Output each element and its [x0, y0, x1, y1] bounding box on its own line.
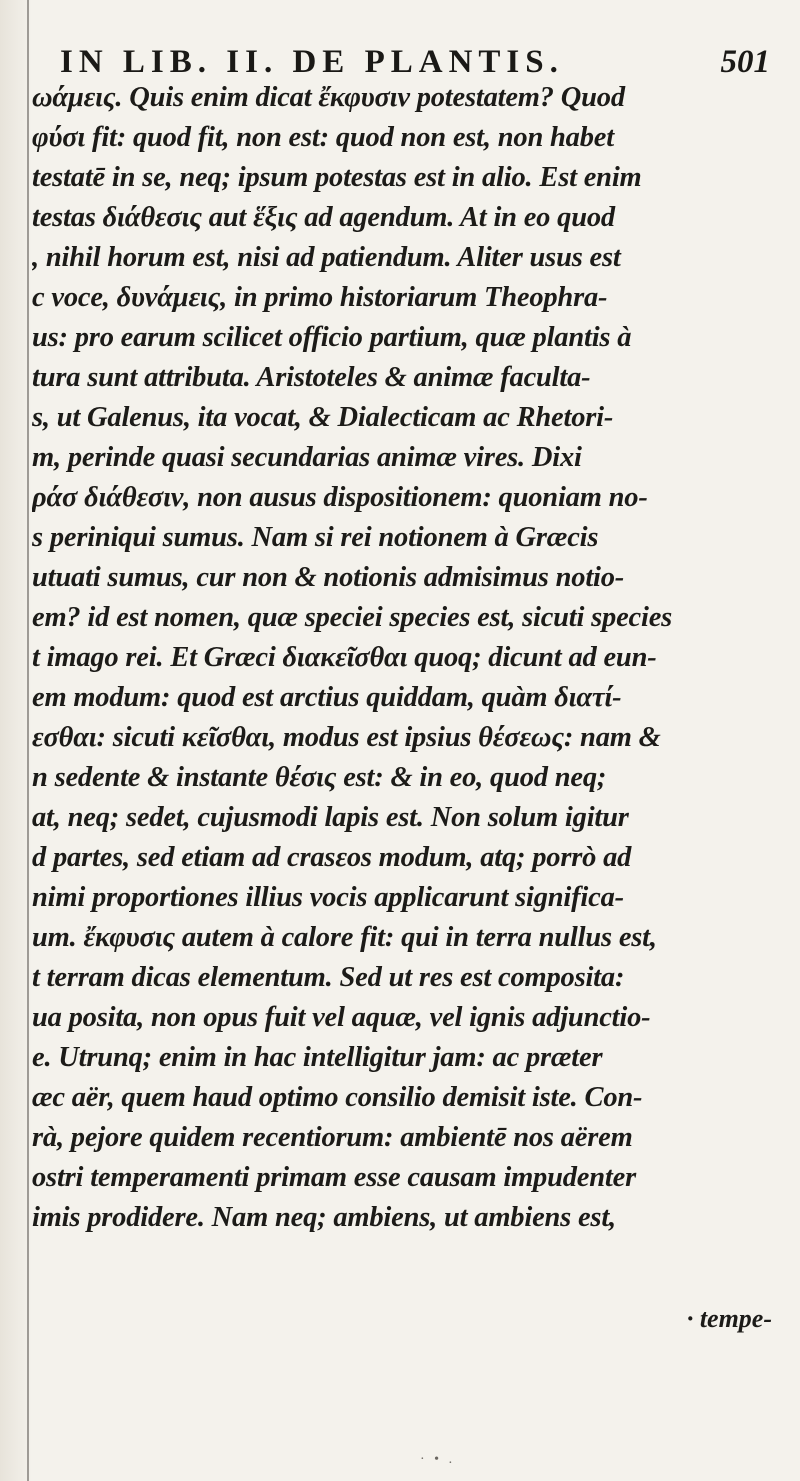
text-line: s periniqui sumus. Nam si rei notionem à Græcis — [32, 522, 599, 553]
bottom-mark: · • . — [420, 1452, 456, 1467]
text-line: æc aër, quem haud optimo consilio demisit iste. Con- — [32, 1082, 643, 1113]
folio-number: 501 — [720, 44, 770, 80]
text-line: em? id est nomen, quæ speciei species est, sicuti species — [32, 602, 673, 633]
text-line: ostri temperamenti primam esse causam impudenter — [32, 1162, 636, 1193]
running-title: IN LIB. II. DE PLANTIS. — [60, 44, 564, 80]
text-line: nimi proportiones illius vocis applicarunt significa- — [32, 882, 624, 913]
binding-edge-line — [27, 0, 29, 1481]
text-line: d partes, sed etiam ad crasεos modum, atq; porrò ad — [32, 842, 632, 873]
body-text — [32, 78, 792, 1238]
text-line: t imago rei. Et Græci διακεῖσθαι quoq; dicunt ad eun- — [32, 642, 657, 673]
text-line: t terram dicas elementum. Sed ut res est composita: — [32, 962, 625, 993]
text-line: n sedente & instante θέσις est: & in eo, quod neq; — [32, 762, 607, 793]
catchword: · tempe- — [686, 1304, 772, 1333]
text-line: s, ut Galenus, ita vocat, & Dialecticam ac Rhetori- — [32, 402, 614, 433]
text-line: at, neq; sedet, cujusmodi lapis est. Non solum igitur — [32, 802, 629, 833]
text-line: ωάμεις. Quis enim dicat ἔκφυσιν potestatem? Quod — [32, 82, 625, 113]
text-line: testatē in se, neq; ipsum potestas est in alio. Est enim — [32, 162, 642, 193]
text-line: rà, pejore quidem recentiorum: ambientē nos aërem — [32, 1122, 633, 1153]
text-line: us: pro earum scilicet officio partium, quæ plantis à — [32, 322, 632, 353]
text-line: εσθαι: sicuti κεῖσθαι, modus est ipsius θέσεως: nam & — [32, 722, 661, 753]
text-line: c voce, δυνάμεις, in primo historiarum Theophra- — [32, 282, 608, 313]
text-line: m, perinde quasi secundarias animæ vires. Dixi — [32, 442, 582, 473]
text-line: utuati sumus, cur non & notionis admisimus notio- — [32, 562, 625, 593]
text-line: e. Utrunq; enim in hac intelligitur jam: ac præter — [32, 1042, 603, 1073]
text-line: ράσ διάθεσιν, non ausus dispositionem: quoniam no- — [32, 482, 648, 513]
text-line: , nihil horum est, nisi ad patiendum. Aliter usus est — [32, 242, 621, 273]
text-line: testas διάθεσις aut ἕξις ad agendum. At in eo quod — [32, 202, 615, 233]
text-line: em modum: quod est arctius quiddam, quàm διατί- — [32, 682, 622, 713]
text-line: φύσι fit: quod fit, non est: quod non est, non habet — [32, 122, 614, 153]
text-line: um. ἔκφυσις autem à calore fit: qui in terra nullus est, — [32, 922, 657, 953]
text-line: tura sunt attributa. Aristoteles & animæ faculta- — [32, 362, 591, 393]
text-line: imis prodidere. Nam neq; ambiens, ut ambiens est, — [32, 1202, 616, 1233]
text-line: ua posita, non opus fuit vel aquæ, vel ignis adjunctio- — [32, 1002, 651, 1033]
